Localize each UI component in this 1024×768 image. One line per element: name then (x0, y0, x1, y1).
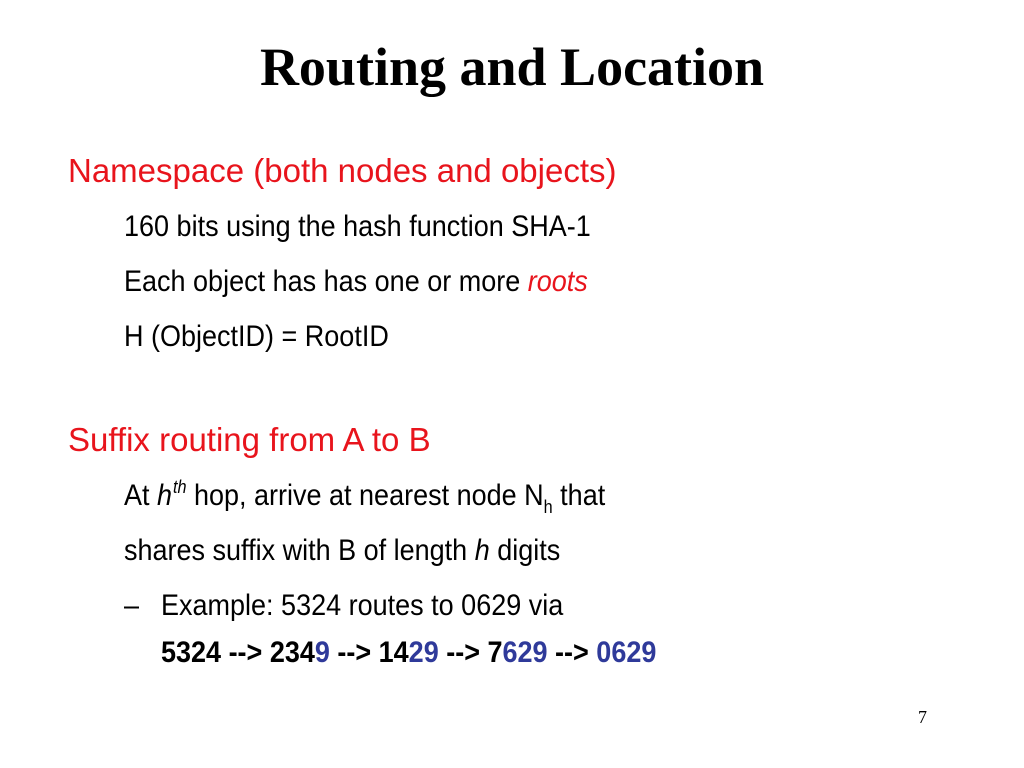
route-highlight-4: 0629 (596, 636, 657, 669)
roots-line-prefix: Each object has has one or more (124, 265, 528, 298)
namespace-bits-line: 160 bits using the hash function SHA-1 (124, 210, 591, 243)
route-highlight-2: 29 (408, 636, 439, 669)
namespace-heading: Namespace (both nodes and objects) (68, 152, 617, 189)
node-subscript-h: h (543, 497, 553, 517)
example-label: Example: 5324 routes to 0629 via (161, 589, 564, 622)
suffix-line-part-a: shares suffix with B of length (124, 534, 475, 567)
roots-emphasis: roots (527, 265, 588, 298)
route-highlight-1: 9 (314, 636, 330, 669)
route-part-3: --> 7 (438, 636, 503, 669)
routing-path (161, 634, 656, 672)
rootid-formula-line: H (ObjectID) = RootID (124, 320, 389, 353)
suffix-variable-h: h (474, 534, 490, 567)
hop-variable-h: h (157, 479, 173, 512)
route-part-2: --> 14 (329, 636, 409, 669)
suffix-line-part-b: digits (489, 534, 561, 567)
slide-title: Routing and Location (259, 37, 765, 97)
suffix-routing-heading: Suffix routing from A to B (68, 421, 431, 458)
hop-line-part-a: At (124, 479, 158, 512)
hop-superscript-th: th (172, 477, 187, 497)
route-highlight-3: 629 (502, 636, 548, 669)
example-dash-bullet: – (124, 589, 140, 622)
suffix-length-line (124, 532, 560, 570)
hop-line-part-c: that (552, 479, 606, 512)
route-part-4: --> (547, 636, 597, 669)
namespace-roots-line (124, 263, 588, 301)
hop-line-part-b: hop, arrive at nearest node N (186, 479, 544, 512)
route-part-1: 5324 --> 234 (161, 636, 315, 669)
page-number: 7 (918, 707, 927, 727)
hop-description-line (124, 477, 605, 518)
